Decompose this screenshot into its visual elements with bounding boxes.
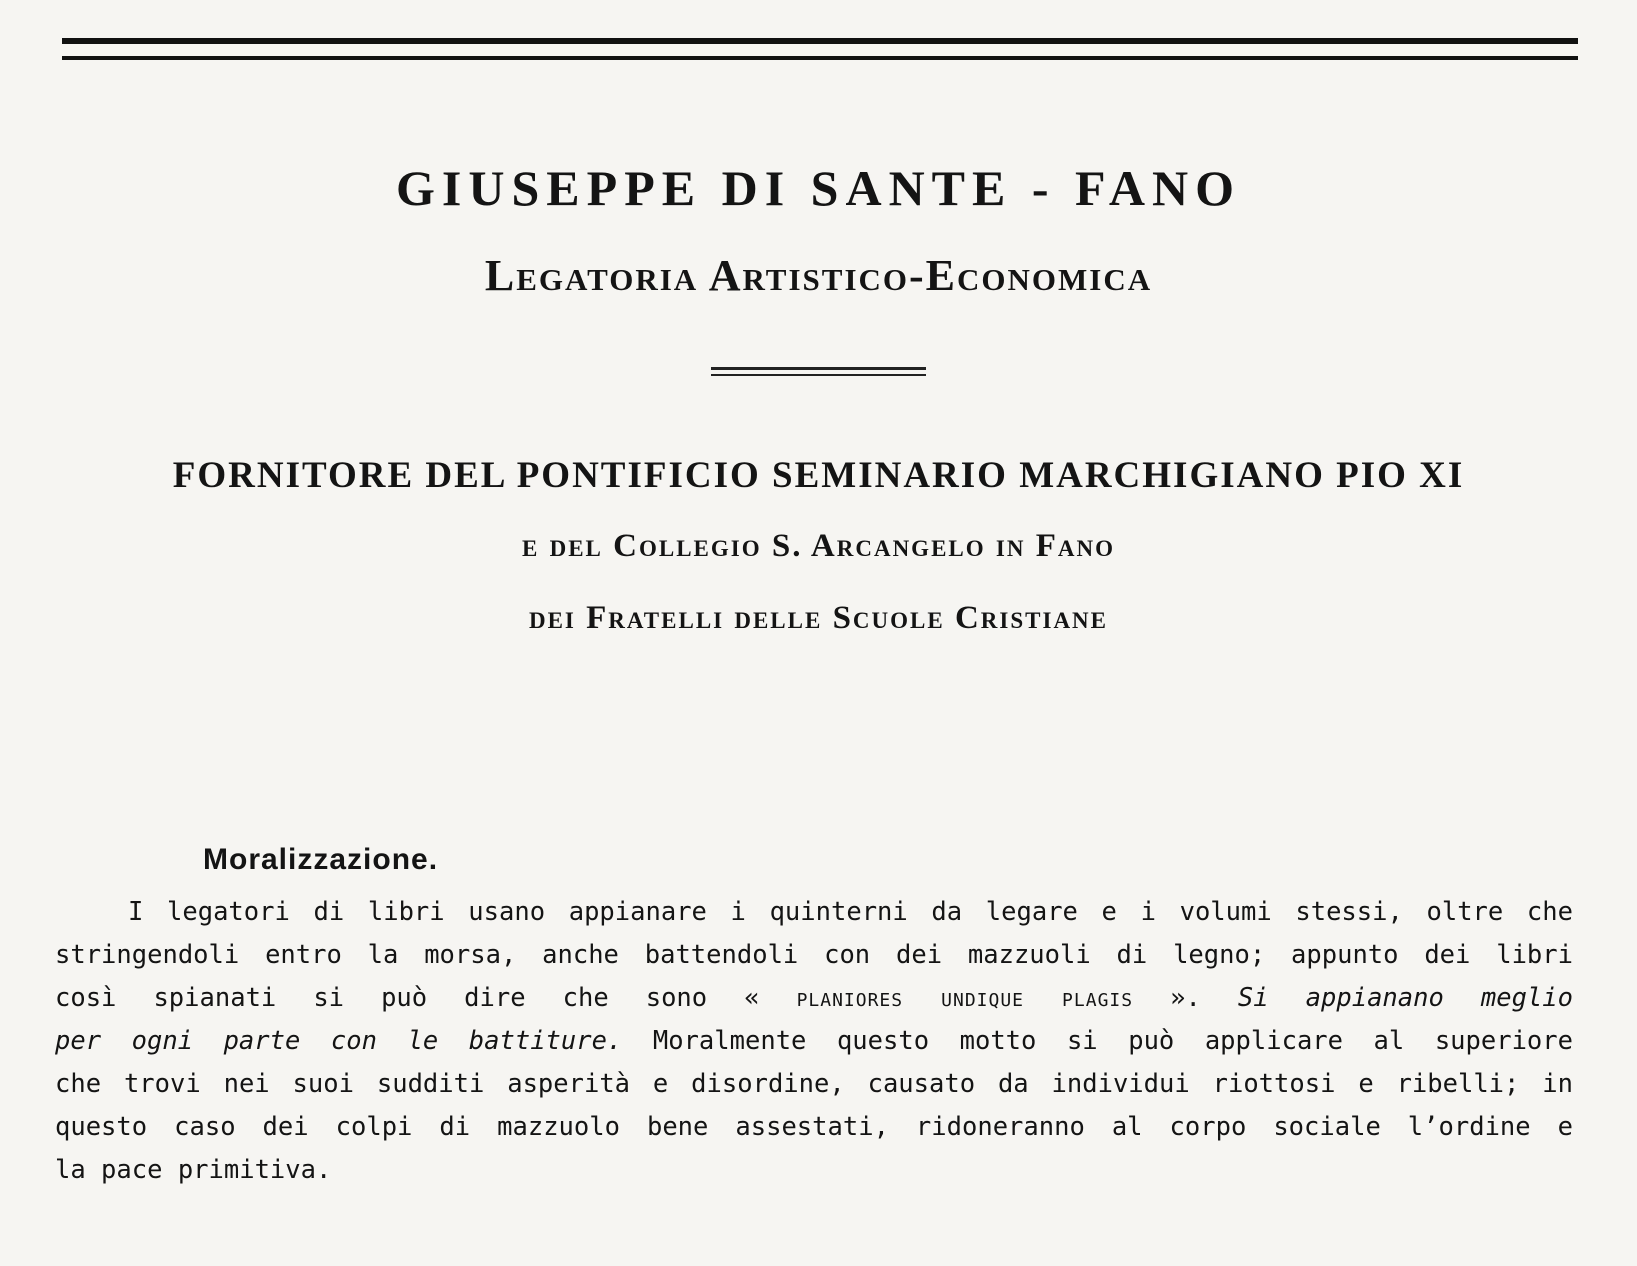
top-double-rule-lower <box>62 56 1578 60</box>
paragraph-text: così spianati si può dire che sono « <box>55 983 760 1013</box>
latin-motto: planiores undique plagis <box>796 983 1134 1013</box>
paragraph-line <box>55 979 1573 1017</box>
section-heading: Moralizzazione. <box>203 843 439 876</box>
paragraph-line <box>55 1022 1573 1060</box>
supplier-line-3: dei Fratelli delle Scuole Cristiane <box>528 600 1109 636</box>
supplier-line-2: e del Collegio S. Arcangelo in Fano <box>522 528 1115 564</box>
ornamental-rule-lower <box>711 374 926 376</box>
supplier-line-1: FORNITORE DEL PONTIFICIO SEMINARIO MARCHIGIANO PIO XI <box>172 455 1465 496</box>
paragraph-line: che trovi nei suoi sudditi asperità e disordine, causato da individui riottosi e ribelli; in <box>55 1069 1573 1099</box>
letterhead-title: GIUSEPPE DI SANTE - FANO <box>396 160 1241 216</box>
motto-translation: Si appianano meglio <box>1237 983 1573 1013</box>
paragraph-text: ». <box>1170 983 1201 1013</box>
paragraph-text: Moralmente questo motto si può applicare al superiore <box>652 1026 1573 1056</box>
motto-translation: per ogni parte con le battiture. <box>55 1026 623 1056</box>
ornamental-rule-upper <box>711 367 926 370</box>
paragraph-line: questo caso dei colpi di mazzuolo bene assestati, ridoneranno al corpo sociale l’ordine e <box>55 1112 1573 1142</box>
letterhead-subtitle: Legatoria Artistico-Economica <box>484 251 1153 300</box>
paragraph-line: stringendoli entro la morsa, anche battendoli con dei mazzuoli di legno; appunto dei libri <box>55 940 1573 970</box>
paragraph-line: I legatori di libri usano appianare i quinterni da legare e i volumi stessi, oltre che <box>128 897 1573 927</box>
paragraph-line: la pace primitiva. <box>55 1155 332 1185</box>
top-double-rule-upper <box>62 38 1578 44</box>
